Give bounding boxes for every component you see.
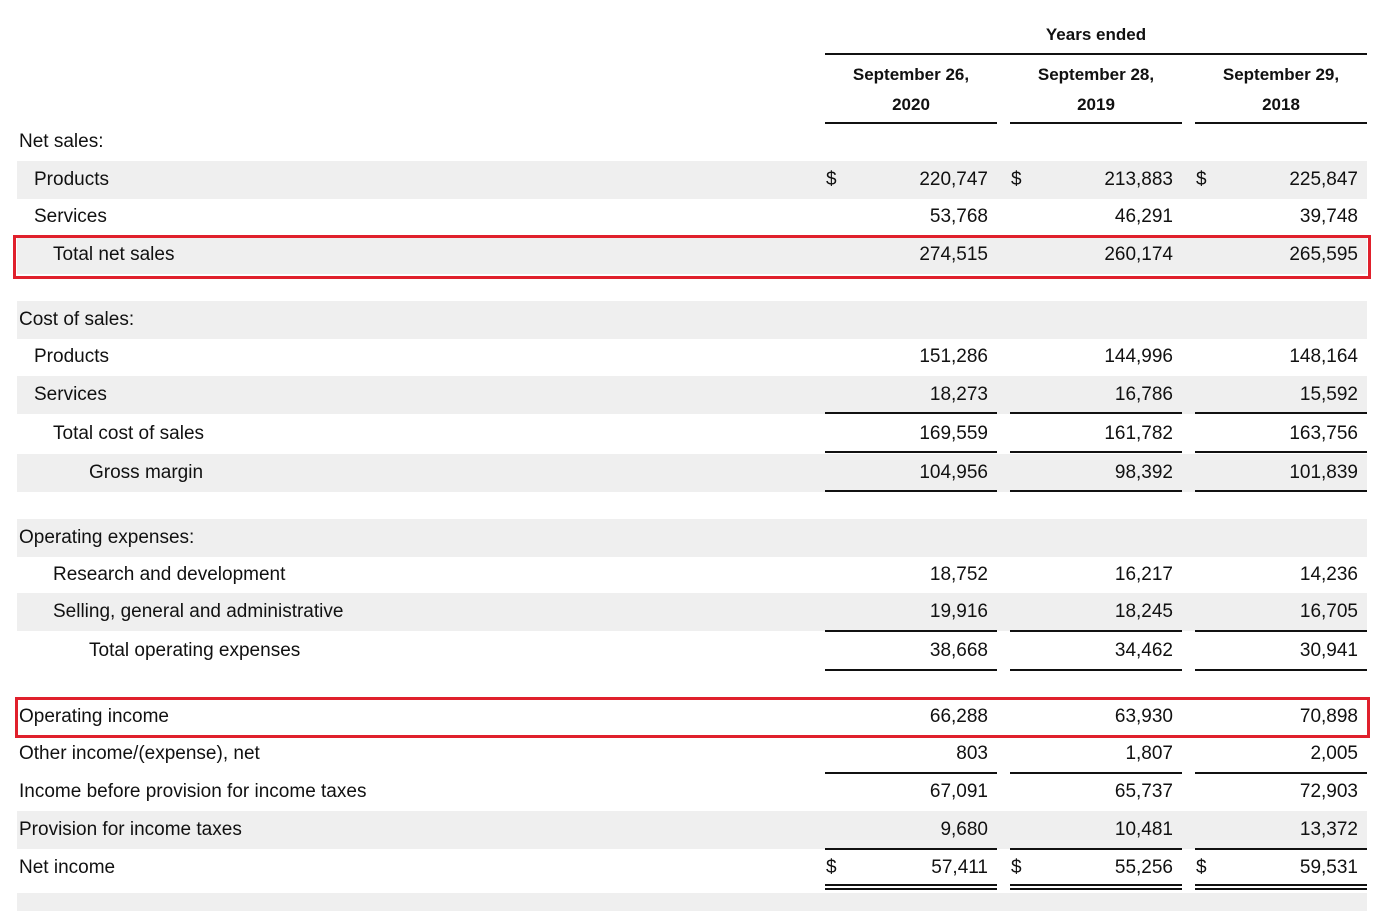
table-row-cost-services xyxy=(17,376,1367,414)
cell-2019: 18,245 xyxy=(1114,601,1173,622)
table-row-operating-income xyxy=(17,698,1367,736)
cell-2018: 265,595 xyxy=(1289,244,1358,265)
table-row-other-income xyxy=(17,735,1367,773)
total-rule xyxy=(1010,490,1182,492)
cell-2020: 38,668 xyxy=(929,640,988,661)
cell-2020: 9,680 xyxy=(940,819,988,840)
cell-2020: 803 xyxy=(956,743,988,764)
cell-2018: 101,839 xyxy=(1289,462,1358,483)
row-label: Total operating expenses xyxy=(89,640,301,661)
row-label: Products xyxy=(34,346,109,367)
row-label: Other income/(expense), net xyxy=(19,743,260,764)
cell-2020: 104,956 xyxy=(919,462,988,483)
double-rule xyxy=(1195,888,1367,890)
column-header-date: September 28, xyxy=(1037,65,1155,84)
cell-2018: 148,164 xyxy=(1289,346,1358,367)
row-label: Provision for income taxes xyxy=(19,819,242,840)
row-label: Products xyxy=(34,169,109,190)
cell-2019: 260,174 xyxy=(1104,244,1173,265)
cell-2020: 169,559 xyxy=(919,423,988,444)
table-row-income-before-taxes xyxy=(17,773,1367,811)
cell-2018: 30,941 xyxy=(1299,640,1358,661)
cell-2018: 59,531 xyxy=(1299,857,1358,878)
table-row-cost-products xyxy=(17,338,1367,376)
column-header-year: 2020 xyxy=(892,95,930,114)
cell-2018: 15,592 xyxy=(1299,384,1358,405)
cell-2018: 163,756 xyxy=(1289,423,1358,444)
header-divider xyxy=(825,53,1367,55)
cell-2019: 63,930 xyxy=(1114,706,1173,727)
row-label: Selling, general and administrative xyxy=(53,601,344,622)
row-label: Operating income xyxy=(19,706,169,727)
cell-2018: 16,705 xyxy=(1299,601,1358,622)
cell-2020: 67,091 xyxy=(929,781,988,802)
column-header-2020 xyxy=(825,60,997,120)
header-years-ended: Years ended xyxy=(1045,25,1147,44)
double-rule xyxy=(825,884,997,886)
cell-2019: 144,996 xyxy=(1104,346,1173,367)
row-label: Operating expenses: xyxy=(19,527,195,548)
currency-symbol: $ xyxy=(1011,857,1022,878)
cell-2020: 18,752 xyxy=(929,564,988,585)
row-label: Total cost of sales xyxy=(53,423,205,444)
cell-2019: 46,291 xyxy=(1114,206,1173,227)
cell-2019: 55,256 xyxy=(1114,857,1173,878)
double-rule xyxy=(1010,884,1182,886)
cell-2020: 220,747 xyxy=(919,169,988,190)
cell-2018: 72,903 xyxy=(1299,781,1358,802)
row-label: Income before provision for income taxes xyxy=(19,781,367,802)
table-row-provision-income-taxes xyxy=(17,811,1367,849)
table-row-net-sales-services xyxy=(17,198,1367,236)
currency-symbol: $ xyxy=(826,169,837,190)
currency-symbol: $ xyxy=(1196,857,1207,878)
table-row-sga xyxy=(17,593,1367,631)
cell-2019: 16,217 xyxy=(1114,564,1173,585)
section-heading-cost-of-sales xyxy=(17,301,1367,339)
currency-symbol: $ xyxy=(826,857,837,878)
subtotal-rule xyxy=(1010,412,1182,414)
subtotal-rule xyxy=(825,412,997,414)
column-header-2018 xyxy=(1195,60,1367,120)
subtotal-rule xyxy=(1195,451,1367,453)
table-row-gross-margin xyxy=(17,454,1367,492)
cell-2019: 98,392 xyxy=(1114,462,1173,483)
cell-2020: 53,768 xyxy=(929,206,988,227)
cell-2019: 1,807 xyxy=(1125,743,1173,764)
total-rule xyxy=(1195,669,1367,671)
cell-2019: 16,786 xyxy=(1114,384,1173,405)
section-heading-net-sales xyxy=(17,123,1367,161)
column-header-date: September 29, xyxy=(1222,65,1340,84)
cell-2019: 161,782 xyxy=(1104,423,1173,444)
section-heading-operating-expenses xyxy=(17,519,1367,557)
cell-2020: 66,288 xyxy=(929,706,988,727)
cell-2018: 39,748 xyxy=(1299,206,1358,227)
total-rule xyxy=(825,490,997,492)
cell-2020: 18,273 xyxy=(929,384,988,405)
cell-2020: 19,916 xyxy=(929,601,988,622)
cell-2019: 10,481 xyxy=(1114,819,1173,840)
column-header-year: 2019 xyxy=(1077,95,1115,114)
subtotal-rule xyxy=(1195,412,1367,414)
column-header-year: 2018 xyxy=(1262,95,1300,114)
total-rule xyxy=(825,669,997,671)
cell-2018: 225,847 xyxy=(1289,169,1358,190)
double-rule xyxy=(825,888,997,890)
table-row-total-net-sales xyxy=(17,236,1367,274)
cell-2020: 151,286 xyxy=(919,346,988,367)
total-rule xyxy=(1010,669,1182,671)
row-label: Services xyxy=(34,206,107,227)
cell-2019: 213,883 xyxy=(1104,169,1173,190)
cell-2018: 2,005 xyxy=(1310,743,1358,764)
row-label: Services xyxy=(34,384,107,405)
table-row-trailing xyxy=(17,893,1367,911)
row-label: Gross margin xyxy=(89,462,204,483)
cell-2019: 34,462 xyxy=(1114,640,1173,661)
table-row-net-sales-products xyxy=(17,161,1367,199)
cell-2018: 14,236 xyxy=(1299,564,1358,585)
table-row-total-operating-expenses xyxy=(17,632,1367,670)
currency-symbol: $ xyxy=(1196,169,1207,190)
table-row-total-cost-of-sales xyxy=(17,415,1367,453)
cell-2018: 13,372 xyxy=(1299,819,1358,840)
cell-2020: 57,411 xyxy=(931,857,988,878)
column-header-date: September 26, xyxy=(852,65,970,84)
subtotal-rule xyxy=(1010,451,1182,453)
row-label: Cost of sales: xyxy=(19,309,135,330)
subtotal-rule xyxy=(825,451,997,453)
table-row-research-development xyxy=(17,556,1367,594)
column-header-2019 xyxy=(1010,60,1182,120)
double-rule xyxy=(1010,888,1182,890)
table-row-net-income xyxy=(17,849,1367,887)
cell-2019: 65,737 xyxy=(1114,781,1173,802)
currency-symbol: $ xyxy=(1011,169,1022,190)
row-label: Net sales: xyxy=(19,131,104,152)
row-label: Net income xyxy=(19,857,116,878)
row-label: Research and development xyxy=(53,564,286,585)
total-rule xyxy=(1195,490,1367,492)
cell-2018: 70,898 xyxy=(1299,706,1358,727)
cell-2020: 274,515 xyxy=(919,244,988,265)
double-rule xyxy=(1195,884,1367,886)
row-label: Total net sales xyxy=(53,244,175,265)
